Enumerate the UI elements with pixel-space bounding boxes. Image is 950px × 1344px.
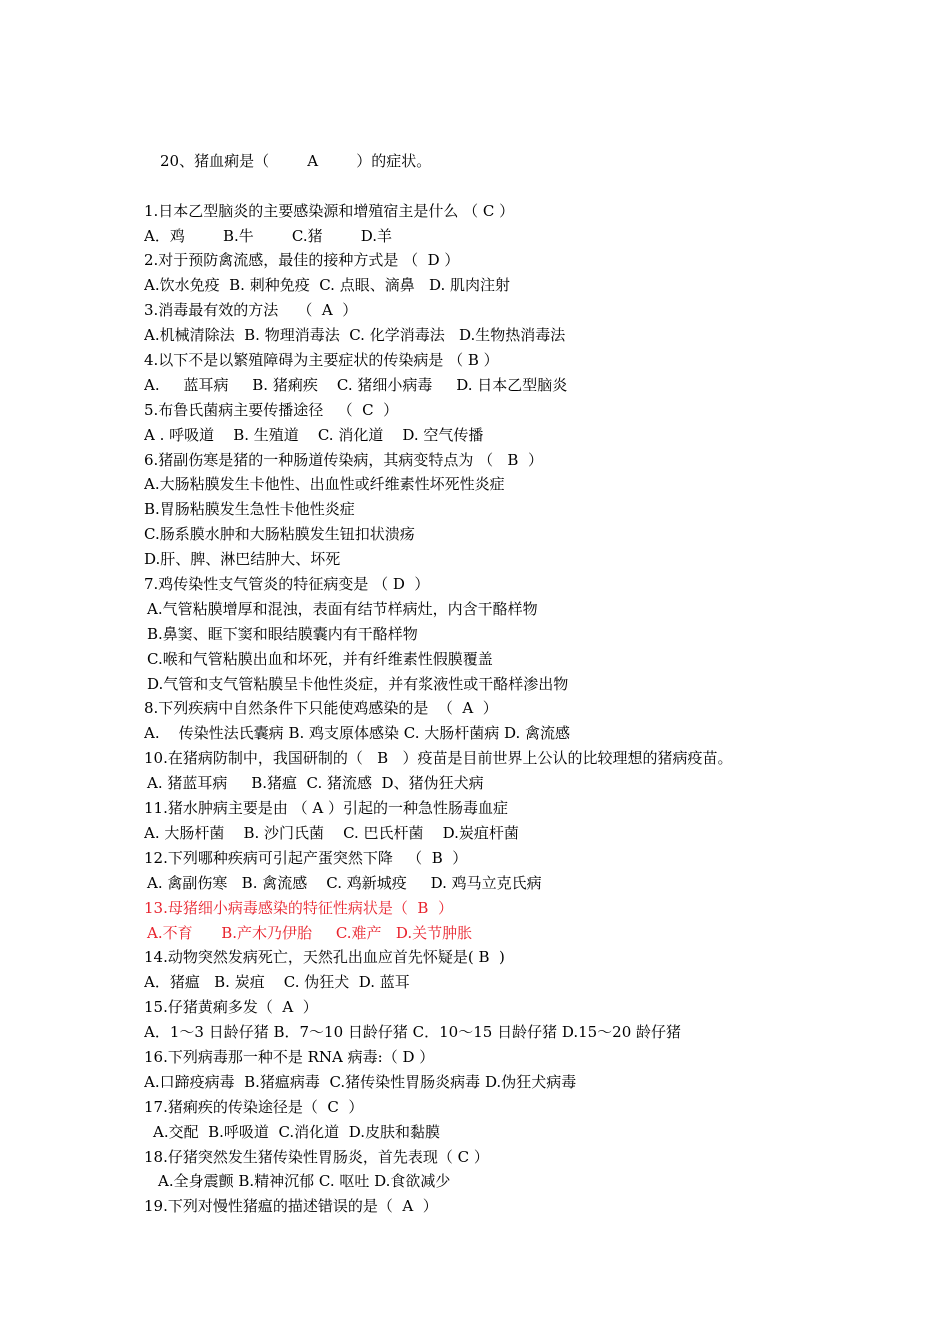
question-19: 19.下列对慢性猪瘟的描述错误的是（ A ） xyxy=(144,1197,438,1216)
question-4: 4.以下不是以繁殖障碍为主要症状的传染病是 （ B ） xyxy=(144,351,499,370)
options-11: A. 大肠杆菌 B. 沙门氏菌 C. 巴氏杆菌 D.炭疽杆菌 xyxy=(144,823,519,842)
options-16: A.口蹄疫病毒 B.猪瘟病毒 C.猪传染性胃肠炎病毒 D.伪狂犬病毒 xyxy=(144,1072,577,1091)
question-12: 12.下列哪种疾病可引起产蛋突然下降 （ B ） xyxy=(144,848,468,867)
options-7-a: A.气管粘膜增厚和混浊，表面有结节样病灶，内含干酪样物 xyxy=(147,599,538,618)
options-5: A . 呼吸道 B. 生殖道 C. 消化道 D. 空气传播 xyxy=(144,425,484,444)
options-15: A．1～3 日龄仔猪 B．7～10 日龄仔猪 C．10～15 日龄仔猪 D.15～20 龄仔猪 xyxy=(144,1023,682,1042)
options-14: A．猪瘟 B. 炭疽 C. 伪狂犬 D. 蓝耳 xyxy=(144,973,410,992)
options-1: A．鸡 B.牛 C.猪 D.羊 xyxy=(144,226,393,245)
question-13: 13.母猪细小病毒感染的特征性病状是（ B ） xyxy=(144,898,453,917)
options-8: A. 传染性法氏囊病 B. 鸡支原体感染 C. 大肠杆菌病 D. 禽流感 xyxy=(144,724,571,743)
answer-options-row xyxy=(144,174,904,199)
options-7-c: C.喉和气管粘膜出血和坏死，并有纤维素性假膜覆盖 xyxy=(147,649,493,668)
options-10: A. 猪蓝耳病 B.猪瘟 C. 猪流感 D、猪伪狂犬病 xyxy=(147,774,484,793)
question-14: 14.动物突然发病死亡，天然孔出血应首先怀疑是( B ) xyxy=(144,948,505,967)
options-6-d: D.肝、脾、淋巴结肿大、坏死 xyxy=(144,550,341,569)
question-7: 7.鸡传染性支气管炎的特征病变是 （ D ） xyxy=(144,575,430,594)
question-list xyxy=(144,124,904,1219)
options-7-b: B.鼻窦、眶下窦和眼结膜囊内有干酪样物 xyxy=(147,624,418,643)
options-3: A.机械清除法 B. 物理消毒法 C. 化学消毒法 D.生物热消毒法 xyxy=(144,326,566,345)
options-6-a: A.大肠粘膜发生卡他性、出血性或纤维素性坏死性炎症 xyxy=(144,475,505,494)
options-6-b: B.胃肠粘膜发生急性卡他性炎症 xyxy=(144,500,355,519)
options-6-c: C.肠系膜水肿和大肠粘膜发生钮扣状溃疡 xyxy=(144,525,415,544)
options-2: A.饮水免疫 B. 刺种免疫 C. 点眼、滴鼻 D. 肌肉注射 xyxy=(144,276,511,295)
question-8: 8.下列疾病中自然条件下只能使鸡感染的是 （ A ） xyxy=(144,699,498,718)
question-5: 5.布鲁氏菌病主要传播途径 （ C ） xyxy=(144,400,399,419)
question-1: 1.日本乙型脑炎的主要感染源和增殖宿主是什么 （ C ） xyxy=(144,201,515,220)
question-10: 10.在猪病防制中，我国研制的（ B ）疫苗是目前世界上公认的比较理想的猪病疫苗。 xyxy=(144,749,733,768)
options-12: A. 禽副伤寒 B. 禽流感 C. 鸡新城疫 D. 鸡马立克氏病 xyxy=(147,873,542,892)
question-15: 15.仔猪黄痢多发（ A ） xyxy=(144,998,318,1017)
question-11: 11.猪水肿病主要是由 （ A ）引起的一种急性肠毒血症 xyxy=(144,799,508,818)
question-17: 17.猪痢疾的传染途径是（ C ） xyxy=(144,1097,364,1116)
options-18: A.全身震颤 B.精神沉郁 C. 呕吐 D.食欲减少 xyxy=(158,1172,451,1191)
options-7-d: D.气管和支气管粘膜呈卡他性炎症，并有浆液性或干酪样渗出物 xyxy=(147,674,569,693)
question-16: 16.下列病毒那一种不是 RNA 病毒:（ D ） xyxy=(144,1047,435,1066)
answer-options-row xyxy=(144,124,904,149)
question-20: 20、猪血痢是（ A ）的症状。 xyxy=(160,151,432,170)
question-6: 6.猪副伤寒是猪的一种肠道传染病，其病变特点为 （ B ） xyxy=(144,450,543,469)
options-17: A.交配 B.呼吸道 C.消化道 D.皮肤和黏膜 xyxy=(153,1122,440,1141)
question-3: 3.消毒最有效的方法 （ A ） xyxy=(144,301,358,320)
options-4: A. 蓝耳病 B. 猪痢疾 C. 猪细小病毒 D. 日本乙型脑炎 xyxy=(144,375,568,394)
question-18: 18.仔猪突然发生猪传染性胃肠炎，首先表现（ C ） xyxy=(144,1147,489,1166)
options-13: A.不育 B.产木乃伊胎 C.难产 D.关节肿胀 xyxy=(147,923,473,942)
question-2: 2.对于预防禽流感，最佳的接种方式是 （ D ） xyxy=(144,251,460,270)
